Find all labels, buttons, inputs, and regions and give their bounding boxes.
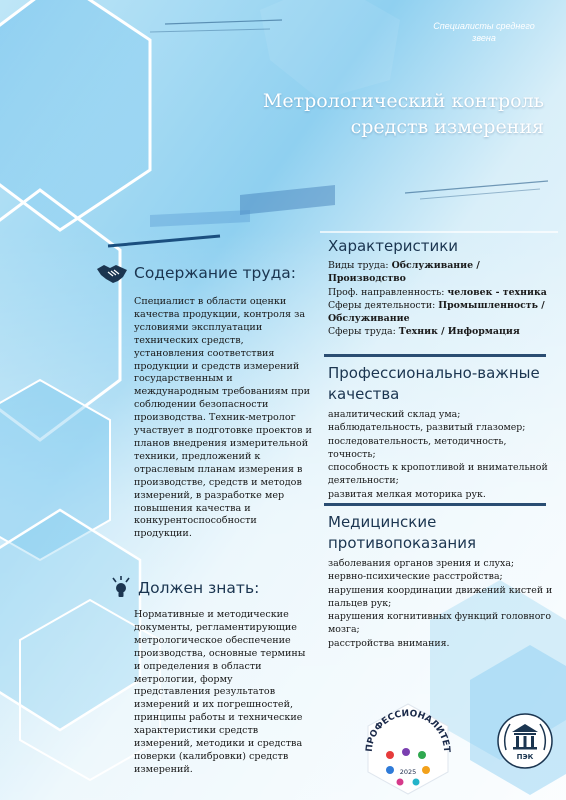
page-title	[214, 88, 544, 140]
svg-text:ПРОФЕССИОНАЛИТЕТ: ПРОФЕССИОНАЛИТЕТ	[364, 708, 452, 753]
list-item: наблюдательность, развитый глазомер;	[328, 422, 526, 434]
svg-text:2025: 2025	[399, 768, 417, 776]
content-heading	[96, 262, 296, 284]
page-title-line-2: средств измерения	[350, 116, 544, 138]
characteristics-row: Проф. направленность: человек - техника	[328, 286, 547, 298]
list-item: аналитический склад ума;	[328, 409, 461, 420]
list-item: последовательность, методичность, точность;	[328, 435, 507, 460]
content-text: Специалист в области оценки качества продукции, контроля за условиями эксплуатации технических средств, установления соответствия продукции и средств измерений государственным и международным требованиям при соблюдении безопасности производства. Техник-метролог участвует в подготовке проектов и планов внедрения измерительной техники, предложений к отраслевым планам измерения в производстве, средств и методов измерений, в разработке мер повышения качества и конкурентоспособности продукции.	[134, 296, 312, 540]
tagline: Специалисты среднего звена	[433, 21, 535, 43]
contraindications-heading: Медицинские противопоказания	[328, 513, 476, 552]
list-item: нарушения когнитивных функций головного мозга;	[328, 611, 551, 636]
characteristics-row: Виды труда: Обслуживание / Производство	[328, 260, 480, 285]
list-item: нарушения координации движений кистей и пальцев рук;	[328, 584, 553, 609]
list-item: заболевания органов зрения и слуха;	[328, 558, 515, 569]
characteristics-row: Сферы труда: Техник / Информация	[328, 326, 520, 338]
professionalitet-logo	[360, 700, 456, 796]
qualities-list	[328, 408, 556, 501]
list-item: способность к кропотливой и внимательной деятельности;	[328, 462, 548, 487]
section-divider	[324, 503, 546, 506]
knowledge-heading	[110, 576, 259, 600]
characteristics-heading: Характеристики	[328, 237, 459, 255]
contraindications-list	[328, 557, 556, 650]
page-title-line-1: Метрологический контроль	[262, 90, 544, 112]
list-item: нервно-психические расстройства;	[328, 571, 503, 583]
list-item: развитая мелкая моторика рук.	[328, 488, 486, 500]
characteristics-list	[328, 259, 556, 339]
content-heading-text: Содержание труда:	[134, 264, 297, 282]
characteristics-row: Сферы деятельности: Промышленность / Обслуживание	[328, 299, 545, 325]
list-item: расстройства внимания.	[328, 637, 450, 649]
knowledge-text: Нормативные и методические документы, регламентирующие метрологическое обеспечение производства, основные термины и определения в области метрологии, форму представления результатов измерений и их погрешностей, принципы работы и технические характеристики средств измерений, методики и средства поверки (калибровки) средств измерений.	[134, 609, 306, 775]
handshake-icon	[96, 262, 128, 284]
knowledge-heading-text: Должен знать:	[138, 579, 260, 597]
lightbulb-icon	[110, 576, 132, 600]
svg-text:ПЭК: ПЭК	[516, 753, 534, 761]
qualities-heading: Профессионально-важные качества	[328, 364, 540, 403]
section-divider	[324, 354, 546, 357]
pek-college-logo	[496, 712, 554, 770]
